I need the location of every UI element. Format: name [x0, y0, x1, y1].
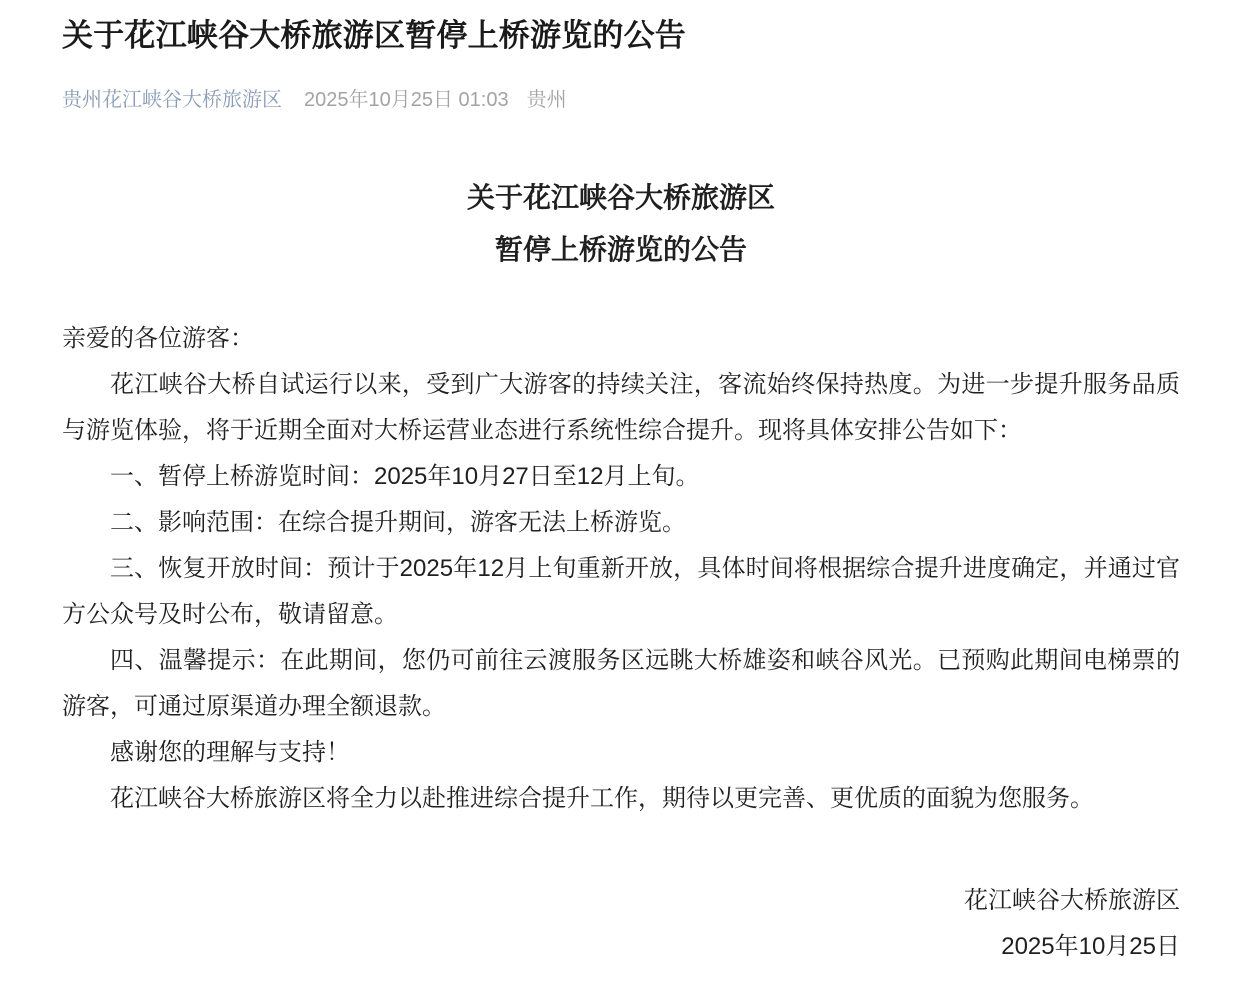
meta-region: 贵州 — [526, 89, 567, 111]
document-signature — [62, 878, 1180, 970]
paragraph-intro: 花江峡谷大桥自试运行以来，受到广大游客的持续关注，客流始终保持热度。为进一步提升服务品质与游览体验，将于近期全面对大桥运营业态进行系统性综合提升。现将具体安排公告如下： — [62, 371, 1180, 444]
paragraph-item-1: 一、暂停上桥游览时间：2025年10月27日至12月上旬。 — [110, 463, 700, 490]
document-heading-line-2: 暂停上桥游览的公告 — [494, 234, 747, 265]
document-body — [62, 316, 1180, 822]
signature-organization: 花江峡谷大桥旅游区 — [964, 887, 1180, 914]
document-heading-line-1: 关于花江峡谷大桥旅游区 — [466, 182, 775, 213]
paragraph-item-2: 二、影响范围：在综合提升期间，游客无法上桥游览。 — [110, 509, 686, 536]
paragraph-closing: 花江峡谷大桥旅游区将全力以赴推进综合提升工作，期待以更完善、更优质的面貌为您服务。 — [110, 785, 1094, 812]
article-meta — [62, 86, 1180, 114]
meta-timestamp: 2025年10月25日 01:03 — [304, 89, 509, 111]
page-title: 关于花江峡谷大桥旅游区暂停上桥游览的公告 — [62, 18, 686, 53]
signature-date: 2025年10月25日 — [1001, 933, 1180, 960]
paragraph-thanks: 感谢您的理解与支持！ — [110, 739, 350, 766]
paragraph-item-3: 三、恢复开放时间：预计于2025年12月上旬重新开放，具体时间将根据综合提升进度确定，并通过官方公众号及时公布，敬请留意。 — [62, 555, 1180, 628]
document-heading — [62, 172, 1180, 276]
paragraph-item-4: 四、温馨提示：在此期间，您仍可前往云渡服务区远眺大桥雄姿和峡谷风光。已预购此期间电梯票的游客，可通过原渠道办理全额退款。 — [62, 647, 1180, 720]
paragraph-salutation: 亲爱的各位游客： — [62, 325, 254, 352]
meta-source-link[interactable]: 贵州花江峡谷大桥旅游区 — [62, 89, 282, 111]
bottom-spacer — [62, 970, 1180, 996]
